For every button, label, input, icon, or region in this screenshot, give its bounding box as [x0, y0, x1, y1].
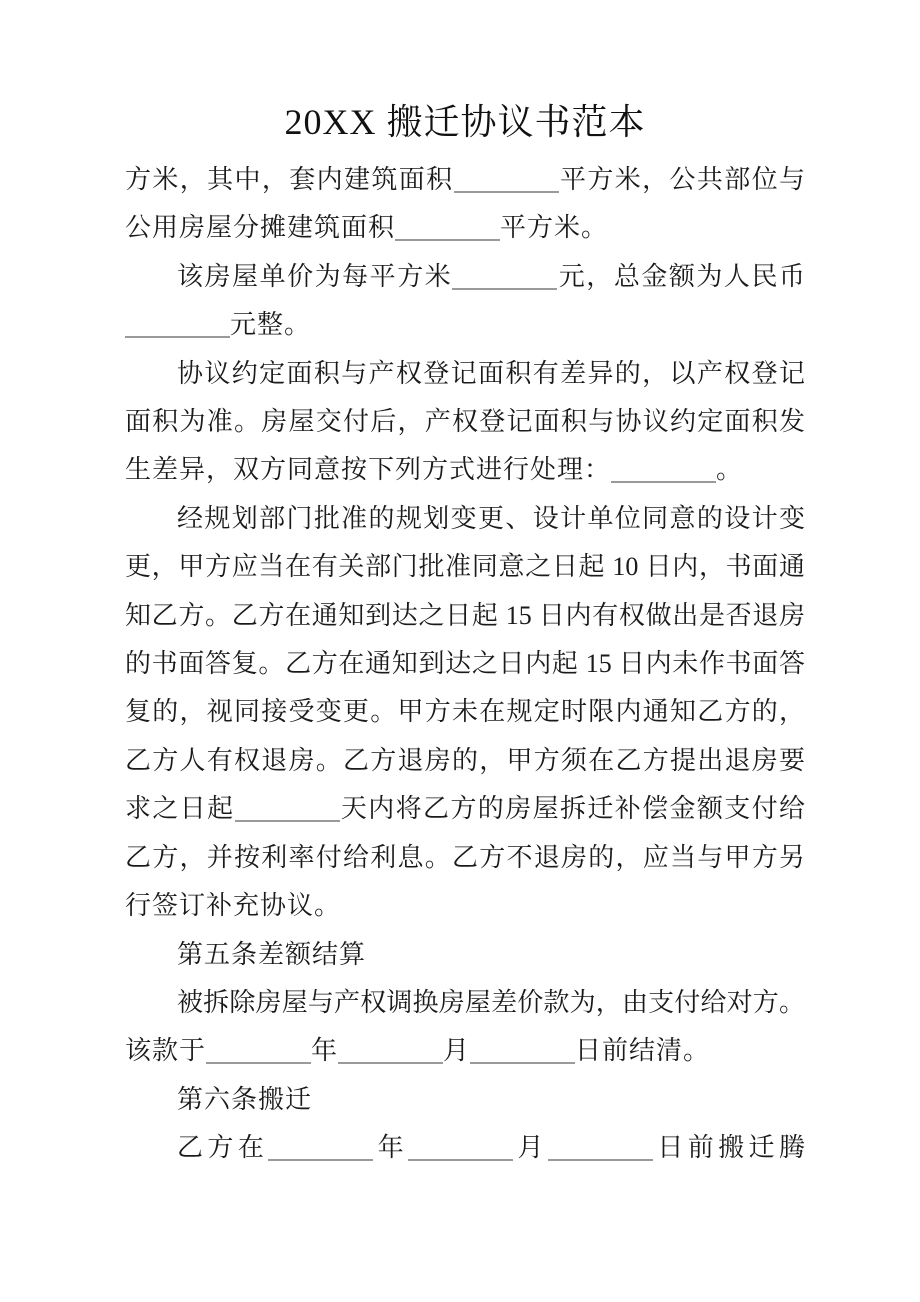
document-line [125, 446, 805, 494]
text-segment: 月 [443, 1036, 471, 1066]
text-segment: 更，甲方应当在有关部门批准同意之日起 10 日内，书面通 [125, 552, 805, 582]
text-segment: 平方米，公共部位与 [558, 165, 805, 194]
text-segment: 协议约定面积与产权登记面积有差异的，以产权登记 [177, 358, 805, 388]
text-segment: 日前结清。 [575, 1036, 711, 1066]
blank-field [611, 467, 716, 483]
document-line [125, 398, 805, 446]
blank-field [548, 1145, 653, 1161]
text-segment: 该房屋单价为每平方米 [177, 261, 453, 291]
text-segment: 知乙方。乙方在通知到达之日起 15 日内有权做出是否退房 [125, 600, 805, 630]
text-segment: 求之日起 [125, 794, 235, 824]
text-segment: 乙方在 [177, 1133, 269, 1163]
document-line [125, 931, 805, 979]
document-line [125, 204, 805, 252]
document-line [125, 543, 805, 591]
blank-field [452, 274, 557, 290]
text-segment: 年 [373, 1133, 409, 1163]
blank-field [338, 1048, 443, 1064]
text-segment: 平方米。 [500, 213, 609, 243]
text-segment: 经规划部门批准的规划变更、设计单位同意的设计变 [177, 503, 805, 533]
text-segment: 公用房屋分摊建筑面积 [125, 213, 396, 243]
document-line [125, 350, 805, 398]
text-segment: 被拆除房屋与产权调换房屋差价款为，由支付给对方。 [177, 987, 805, 1017]
text-segment: 第六条搬迁 [177, 1084, 313, 1114]
text-segment: 元，总金额为人民币 [557, 261, 805, 291]
document-line [125, 834, 805, 882]
text-segment: 该款于 [125, 1036, 207, 1066]
text-segment: 复的，视同接受变更。甲方未在规定时限内通知乙方的， [125, 697, 805, 727]
document-line [125, 592, 805, 640]
blank-field [125, 322, 230, 338]
document-line [125, 1124, 805, 1172]
blank-field [395, 225, 500, 241]
document-body [125, 156, 805, 1173]
text-segment: 乙方，并按利率付给利息。乙方不退房的，应当与甲方另 [125, 842, 805, 872]
document-line [125, 882, 805, 930]
document-line [125, 737, 805, 785]
text-segment: 元整。 [230, 310, 312, 340]
text-segment: 。 [716, 455, 744, 485]
document-line [125, 301, 805, 349]
blank-field [470, 1048, 575, 1064]
document-line [125, 979, 805, 1027]
text-segment: 天内将乙方的房屋拆迁补偿金额支付给 [339, 794, 805, 824]
text-segment: 日前搬迁腾 [652, 1133, 805, 1163]
text-segment: 年 [311, 1036, 339, 1066]
document-line [125, 1076, 805, 1124]
document-line [125, 785, 805, 833]
text-segment: 月 [513, 1133, 548, 1163]
document-line [125, 1027, 805, 1075]
text-segment: 方米，其中，套内建筑面积 [125, 165, 454, 194]
text-segment: 行签订补充协议。 [125, 891, 342, 921]
document-line [125, 688, 805, 736]
document-title: 20XX 搬迁协议书范本 [284, 102, 646, 142]
document-line [125, 253, 805, 301]
blank-field [206, 1048, 311, 1064]
text-segment: 生差异，双方同意按下列方式进行处理： [125, 455, 612, 485]
document-line [125, 156, 805, 204]
text-segment: 第五条差额结算 [177, 939, 367, 969]
text-segment: 乙方人有权退房。乙方退房的，甲方须在乙方提出退房要 [125, 745, 805, 775]
blank-field [408, 1145, 513, 1161]
document-line [125, 640, 805, 688]
text-segment: 面积为准。房屋交付后，产权登记面积与协议约定面积发 [125, 407, 805, 437]
document-line [125, 495, 805, 543]
text-segment: 的书面答复。乙方在通知到达之日内起 15 日内未作书面答 [125, 649, 805, 679]
blank-field [454, 177, 559, 193]
blank-field [268, 1145, 373, 1161]
blank-field [235, 806, 340, 822]
